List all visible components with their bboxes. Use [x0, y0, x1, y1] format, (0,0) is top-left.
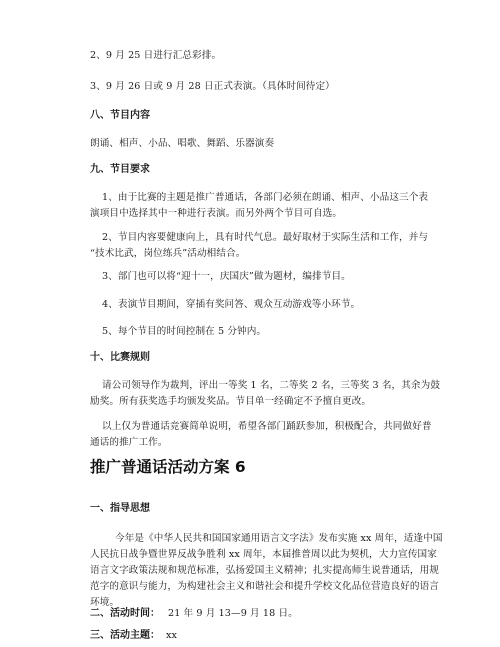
guiding-thought-heading: 一、指导思想 — [90, 503, 150, 514]
requirement-1-line-2: 演项目中选择其中一种进行表演。而另外两个节目可自选。 — [90, 208, 343, 219]
section-10-heading: 十、比赛规则 — [90, 352, 150, 363]
section-8-heading: 八、节目内容 — [90, 110, 150, 121]
guiding-thought-line-1: 今年是《中华人民共和国国家通用语言文字法》发布实施 xx 周年，适逢中国 — [115, 533, 443, 544]
requirement-2-line-1: 2、节目内容要健康向上，具有时代气息。最好取材于实际生活和工作，并与 — [102, 232, 429, 243]
requirement-4: 4、表演节目期间，穿插有奖问答、观众互动游戏等小环节。 — [102, 299, 361, 310]
plan-6-title: 推广普通话活动方案 6 — [90, 458, 246, 476]
activity-time-heading: 二、活动时间： — [90, 608, 160, 619]
guiding-thought-line-3: 语言文字政策法规和规范标准，弘扬爱国主义精神；扎实提高师生说普通话，用规 — [90, 565, 439, 576]
guiding-thought-line-2: 人民抗日战争暨世界反战争胜利 xx 周年，本届推普周以此为契机，大力宣传国家 — [90, 549, 437, 560]
activity-theme-value: xx — [166, 630, 178, 641]
requirement-5: 5、每个节目的时间控制在 5 分钟内。 — [102, 326, 267, 337]
rules-line-2: 励奖。所有获奖选手均颁发奖品。节目单一经确定不予擅自更改。 — [90, 396, 372, 407]
section-9-heading: 九、节目要求 — [90, 164, 150, 175]
requirement-1-line-1: 1、由于比赛的主题是推广普通话，各部门必须在朗诵、相声、小品这三个表 — [102, 192, 429, 203]
requirement-2-line-2: “技术比武，岗位练兵”活动相结合。 — [90, 248, 246, 259]
rules-line-1: 请公司领导作为裁判，评出一等奖 1 名，二等奖 2 名，三等奖 3 名，其余为鼓 — [102, 380, 441, 391]
requirement-3: 3、部门也可以将“迎十一，庆国庆”做为题材，编排节目。 — [102, 271, 351, 282]
guiding-thought-line-5: 环境。 — [90, 597, 120, 608]
guiding-thought-line-4: 范字的意识与能力，为构建社会主义和谐社会和提升学校文化品位营造良好的语言 — [90, 581, 439, 592]
section-8-text: 朗诵、相声、小品、唱歌、舞蹈、乐器演奏 — [90, 138, 275, 149]
closing-line-2: 通话的推广工作。 — [90, 437, 168, 448]
activity-theme-heading: 三、活动主题： — [90, 630, 160, 641]
schedule-item-2: 2、9 月 25 日进行汇总彩排。 — [90, 50, 222, 61]
activity-time-value: 21 年 9 月 13—9 月 18 日。 — [168, 608, 298, 619]
closing-line-1: 以上仅为普通话竞赛简单说明，希望各部门踊跃参加，积极配合，共同做好普 — [102, 421, 432, 432]
schedule-item-3: 3、9 月 26 日或 9 月 28 日正式表演。（具体时间待定） — [90, 81, 335, 92]
